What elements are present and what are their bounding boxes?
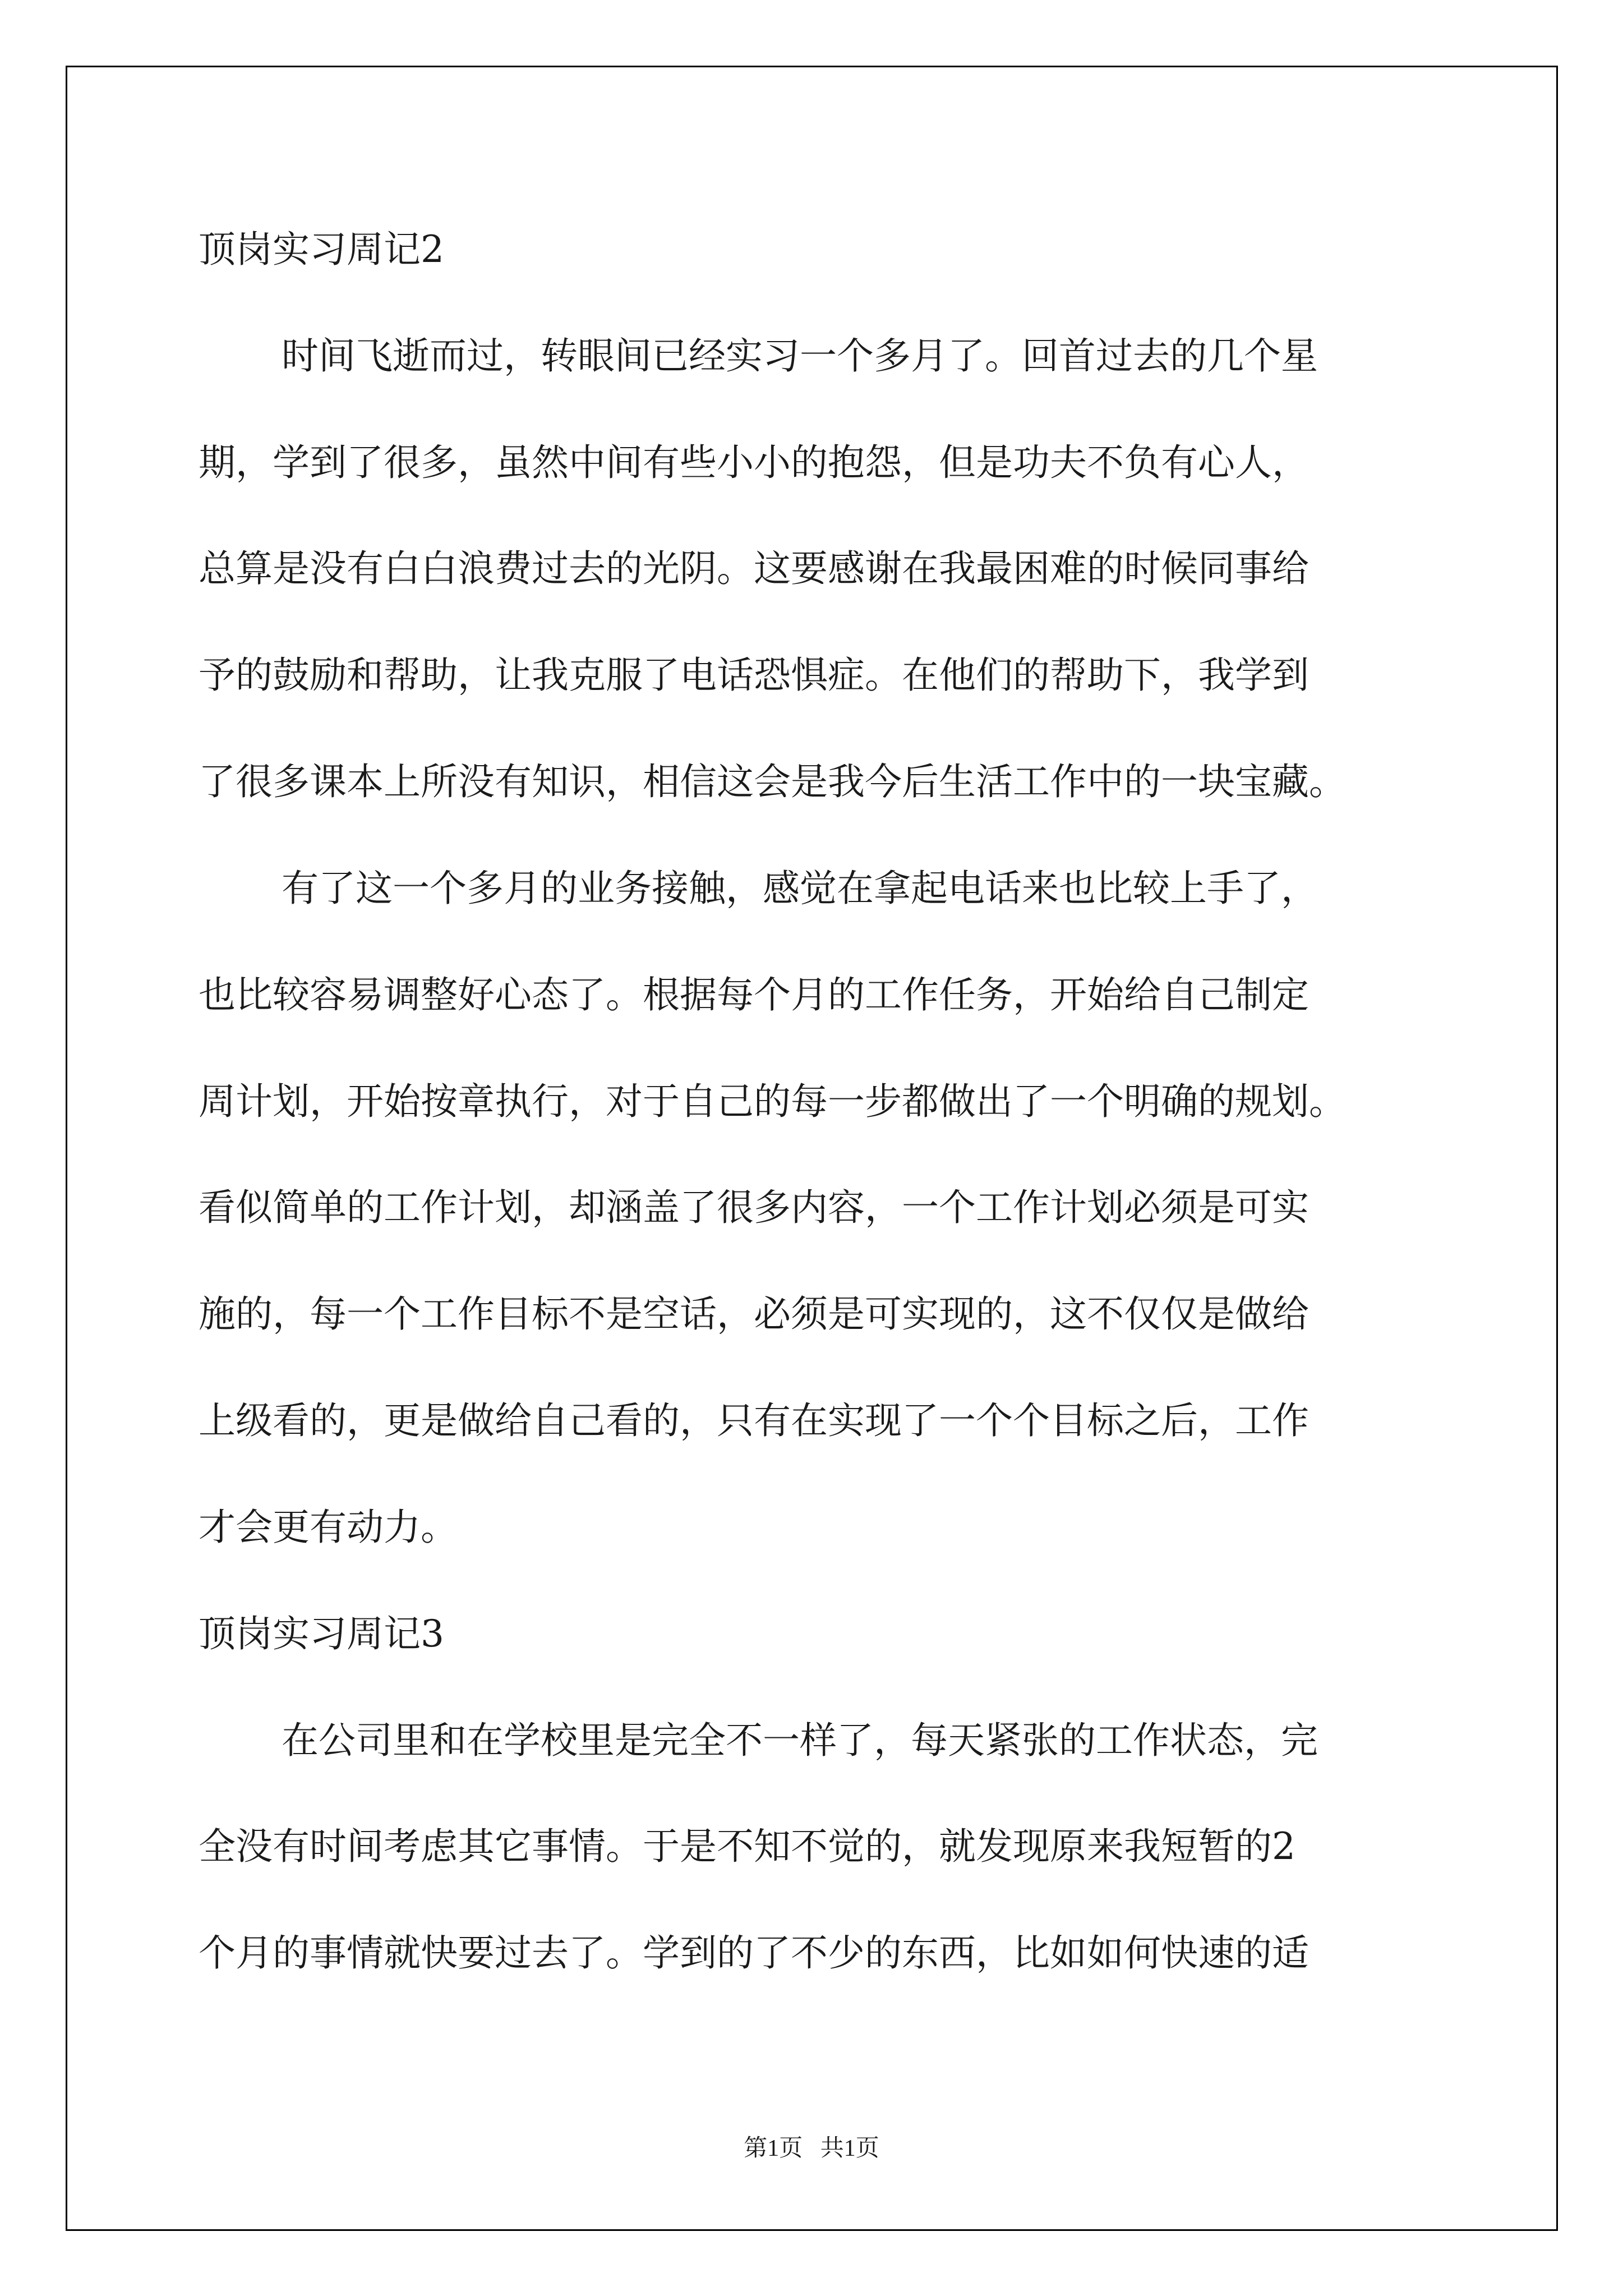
paragraph-line: 了很多课本上所没有知识，相信这会是我今后生活工作中的一块宝藏。 (199, 760, 1346, 803)
paragraph-line: 予的鼓励和帮助，让我克服了电话恐惧症。在他们的帮助下，我学到 (199, 654, 1309, 697)
section-heading: 顶岗实习周记2 (199, 228, 444, 271)
paragraph-line: 总算是没有白白浪费过去的光阴。这要感谢在我最困难的时候同事给 (199, 547, 1309, 590)
paragraph-line: 看似简单的工作计划，却涵盖了很多内容，一个工作计划必须是可实 (199, 1186, 1309, 1229)
paragraph-line: 才会更有动力。 (199, 1506, 458, 1549)
paragraph-line: 全没有时间考虑其它事情。于是不知不觉的，就发现原来我短暂的2 (199, 1825, 1295, 1868)
paragraph-line: 周计划，开始按章执行，对于自己的每一步都做出了一个明确的规划。 (199, 1080, 1346, 1123)
paragraph-line: 有了这一个多月的业务接触，感觉在拿起电话来也比较上手了， (282, 867, 1318, 910)
page-border (66, 66, 1558, 2231)
paragraph-line: 期，学到了很多，虽然中间有些小小的抱怨，但是功夫不负有心人， (199, 441, 1309, 484)
paragraph-line: 时间飞逝而过，转眼间已经实习一个多月了。回首过去的几个星 (282, 334, 1318, 378)
paragraph-line: 在公司里和在学校里是完全不一样了，每天紧张的工作状态，完 (282, 1719, 1318, 1762)
page-footer: 第1页 共1页 (744, 2136, 879, 2161)
paragraph-line: 也比较容易调整好心态了。根据每个月的工作任务，开始给自己制定 (199, 973, 1309, 1016)
paragraph-line: 上级看的，更是做给自己看的，只有在实现了一个个目标之后，工作 (199, 1399, 1309, 1442)
paragraph-line: 个月的事情就快要过去了。学到的了不少的东西，比如如何快速的适 (199, 1931, 1309, 1975)
paragraph-line: 施的，每一个工作目标不是空话，必须是可实现的，这不仅仅是做给 (199, 1292, 1309, 1336)
section-heading: 顶岗实习周记3 (199, 1612, 444, 1655)
